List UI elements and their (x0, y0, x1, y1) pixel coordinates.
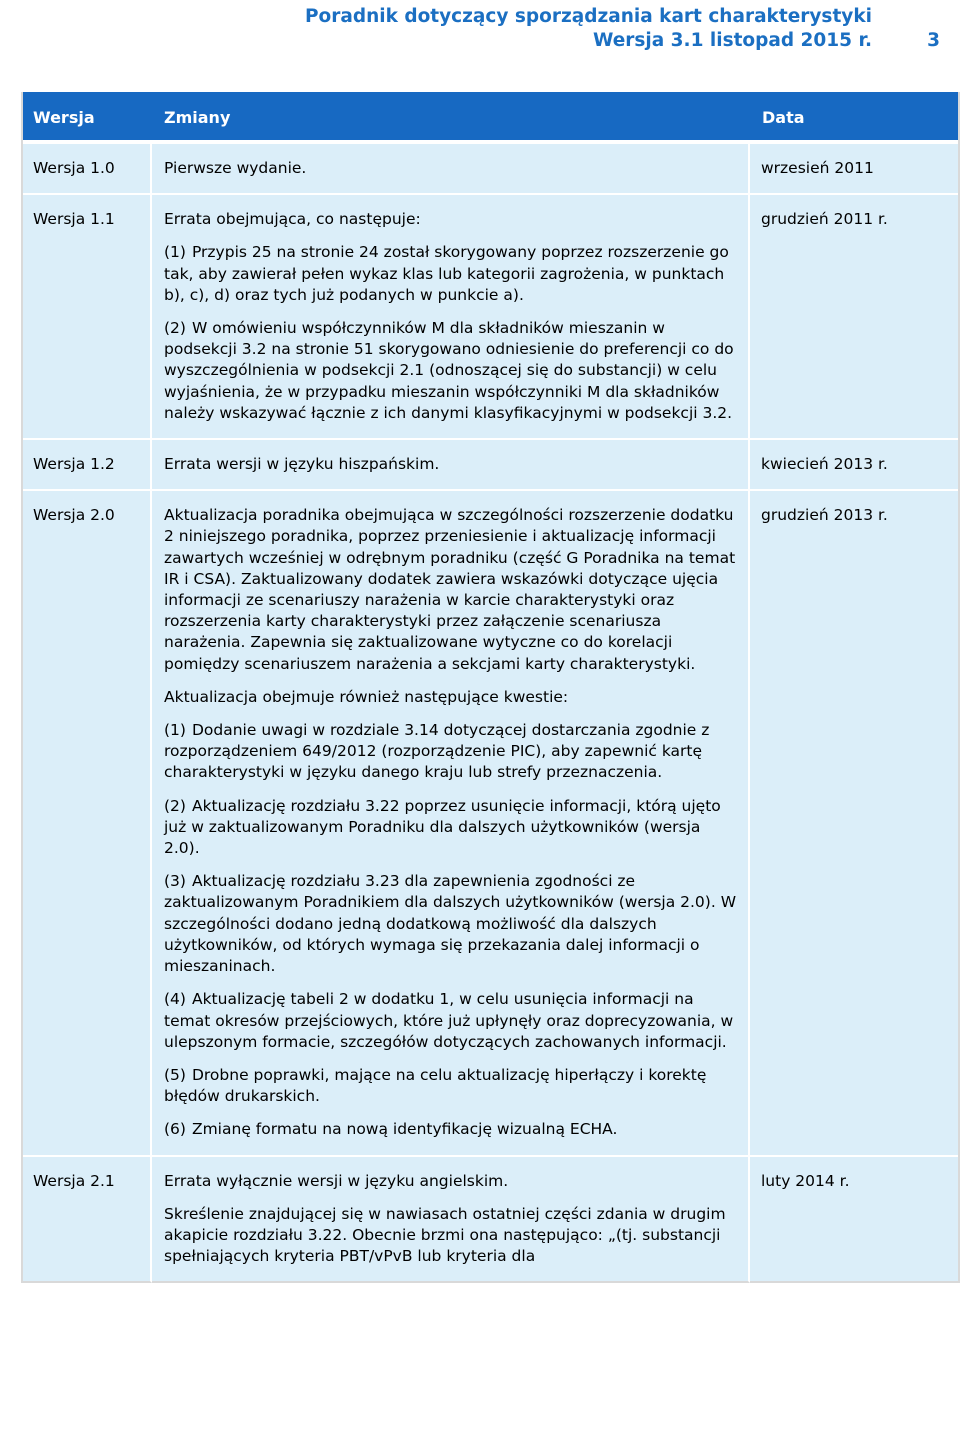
item-number: (1) (164, 243, 186, 262)
change-text: Aktualizacja obejmuje również następujące kwestie: (164, 687, 569, 706)
change-paragraph (164, 1171, 738, 1192)
document-version: Wersja 3.1 listopad 2015 r. (592, 30, 872, 51)
change-paragraph (164, 796, 738, 860)
changes-cell (152, 142, 750, 193)
date-cell: wrzesień 2011 (750, 142, 958, 193)
change-text: Aktualizację rozdziału 3.23 dla zapewnienia zgodności ze zaktualizowanym Poradnikiem dla dalszych użytkowników (wersja 2.0). W szczególności dodano jedną dodatkową możliwość dla dalszych użytkowników, od których wymaga się przekazania dalej informacji o mieszaninach. (164, 872, 737, 976)
change-text: Errata wersji w języku hiszpańskim. (164, 455, 440, 474)
change-paragraph (164, 1119, 738, 1140)
page-number: 3 (927, 30, 940, 51)
table-row (23, 1155, 958, 1284)
changes-cell (152, 489, 750, 1154)
change-paragraph (164, 505, 738, 675)
column-header-date: Data (750, 92, 958, 142)
change-text: W omówieniu współczynników M dla składników mieszanin w podsekcji 3.2 na stronie 51 skorygowano odniesienie do preferencji co do wyszczególnienia w podsekcji 2.1 (odnoszącej się do substancji) w celu wyjaśnienia, że w przypadku mieszanin współczynniki M dla składników należy wskazywać łącznie z ich danymi klasyfikacyjnymi w podsekcji 3.2. (164, 319, 734, 422)
version-cell: Wersja 1.1 (23, 193, 152, 438)
item-number: (1) (164, 721, 186, 740)
change-paragraph (164, 871, 738, 977)
version-cell: Wersja 2.1 (23, 1155, 152, 1284)
changes-cell (152, 1155, 750, 1284)
change-text: Zmianę formatu na nową identyfikację wizualną ECHA. (191, 1120, 618, 1139)
change-paragraph (164, 720, 738, 784)
page-header (0, 4, 960, 50)
version-cell: Wersja 2.0 (23, 489, 152, 1154)
item-number: (4) (164, 990, 186, 1009)
item-number: (2) (164, 319, 186, 338)
change-text: Przypis 25 na stronie 24 został skorygowany poprzez rozszerzenie go tak, aby zawierał pełen wykaz klas lub kategorii zagrożenia, w punktach b), c), d) oraz tych już podanych w punkcie a). (164, 243, 729, 304)
table-row (23, 142, 958, 193)
change-text: Drobne poprawki, mające na celu aktualizację hiperłączy i korektę błędów drukarskich. (164, 1065, 707, 1106)
table-row (23, 438, 958, 489)
changes-cell (152, 193, 750, 438)
change-text: Aktualizację rozdziału 3.22 poprzez usunięcie informacji, którą ujęto już w zaktualizowanym Poradniku dla dalszych użytkowników (wersja 2.0). (164, 796, 721, 858)
change-paragraph (164, 989, 738, 1053)
change-paragraph (164, 1065, 738, 1107)
change-text: Aktualizację tabeli 2 w dodatku 1, w celu usunięcia informacji na temat okresów przejściowych, które już upłynęły oraz doprecyzowania, w ulepszonym formacie, szczegółów dotyczących zachowanych informacji. (164, 990, 734, 1051)
table-header-row (23, 92, 958, 142)
table-row (23, 193, 958, 438)
document-title: Poradnik dotyczący sporządzania kart charakterystyki (304, 6, 872, 27)
change-text: Errata wyłącznie wersji w języku angielskim. (164, 1171, 509, 1190)
change-text: Skreślenie znajdującej się w nawiasach ostatniej części zdania w drugim akapicie rozdziału 3.22. Obecnie brzmi ona następująco: „(tj. substancji spełniających kryteria PBT/vPvB lub kryteria dla (164, 1204, 726, 1266)
date-cell: grudzień 2013 r. (750, 489, 958, 1154)
change-paragraph (164, 1204, 738, 1268)
item-number: (6) (164, 1120, 186, 1139)
item-number: (3) (164, 872, 186, 891)
change-text: Aktualizacja poradnika obejmująca w szczególności rozszerzenie dodatku 2 niniejszego poradnika, poprzez przeniesienie i aktualizację informacji zawartych wcześniej w odrębnym poradniku (część G Poradnika na temat IR i CSA). Zaktualizowany dodatek zawiera wskazówki dotyczące ujęcia informacji ze scenariuszy narażenia w karcie charakterystyki oraz rozszerzenia karty charakterystyki przez załączenie scenariusza narażenia. Zapewnia się zaktualizowane wytyczne co do korelacji pomiędzy scenariuszem narażenia a sekcjami karty charakterystyki. (164, 506, 736, 673)
column-header-version: Wersja (23, 92, 152, 142)
date-cell: luty 2014 r. (750, 1155, 958, 1284)
change-text: Dodanie uwagi w rozdziale 3.14 dotyczącej dostarczania zgodnie z rozporządzeniem 649/2012 (rozporządzenie PIC), aby zapewnić kartę charakterystyki w języku danego kraju lub strefy przeznaczenia. (164, 721, 710, 782)
change-paragraph (164, 242, 738, 306)
version-cell: Wersja 1.2 (23, 438, 152, 489)
item-number: (5) (164, 1065, 186, 1084)
column-header-changes: Zmiany (152, 92, 750, 142)
change-text: Pierwsze wydanie. (164, 159, 307, 177)
table-body (23, 142, 958, 1283)
change-paragraph (164, 687, 738, 708)
change-text: Errata obejmująca, co następuje: (164, 210, 421, 229)
change-paragraph (164, 209, 738, 230)
table-row (23, 489, 958, 1154)
version-cell: Wersja 1.0 (23, 142, 152, 193)
change-paragraph (164, 454, 738, 475)
changes-cell (152, 438, 750, 489)
date-cell: kwiecień 2013 r. (750, 438, 958, 489)
version-history-table (21, 92, 960, 1283)
change-paragraph (164, 318, 738, 424)
item-number: (2) (164, 796, 186, 815)
date-cell: grudzień 2011 r. (750, 193, 958, 438)
change-paragraph (164, 158, 738, 179)
